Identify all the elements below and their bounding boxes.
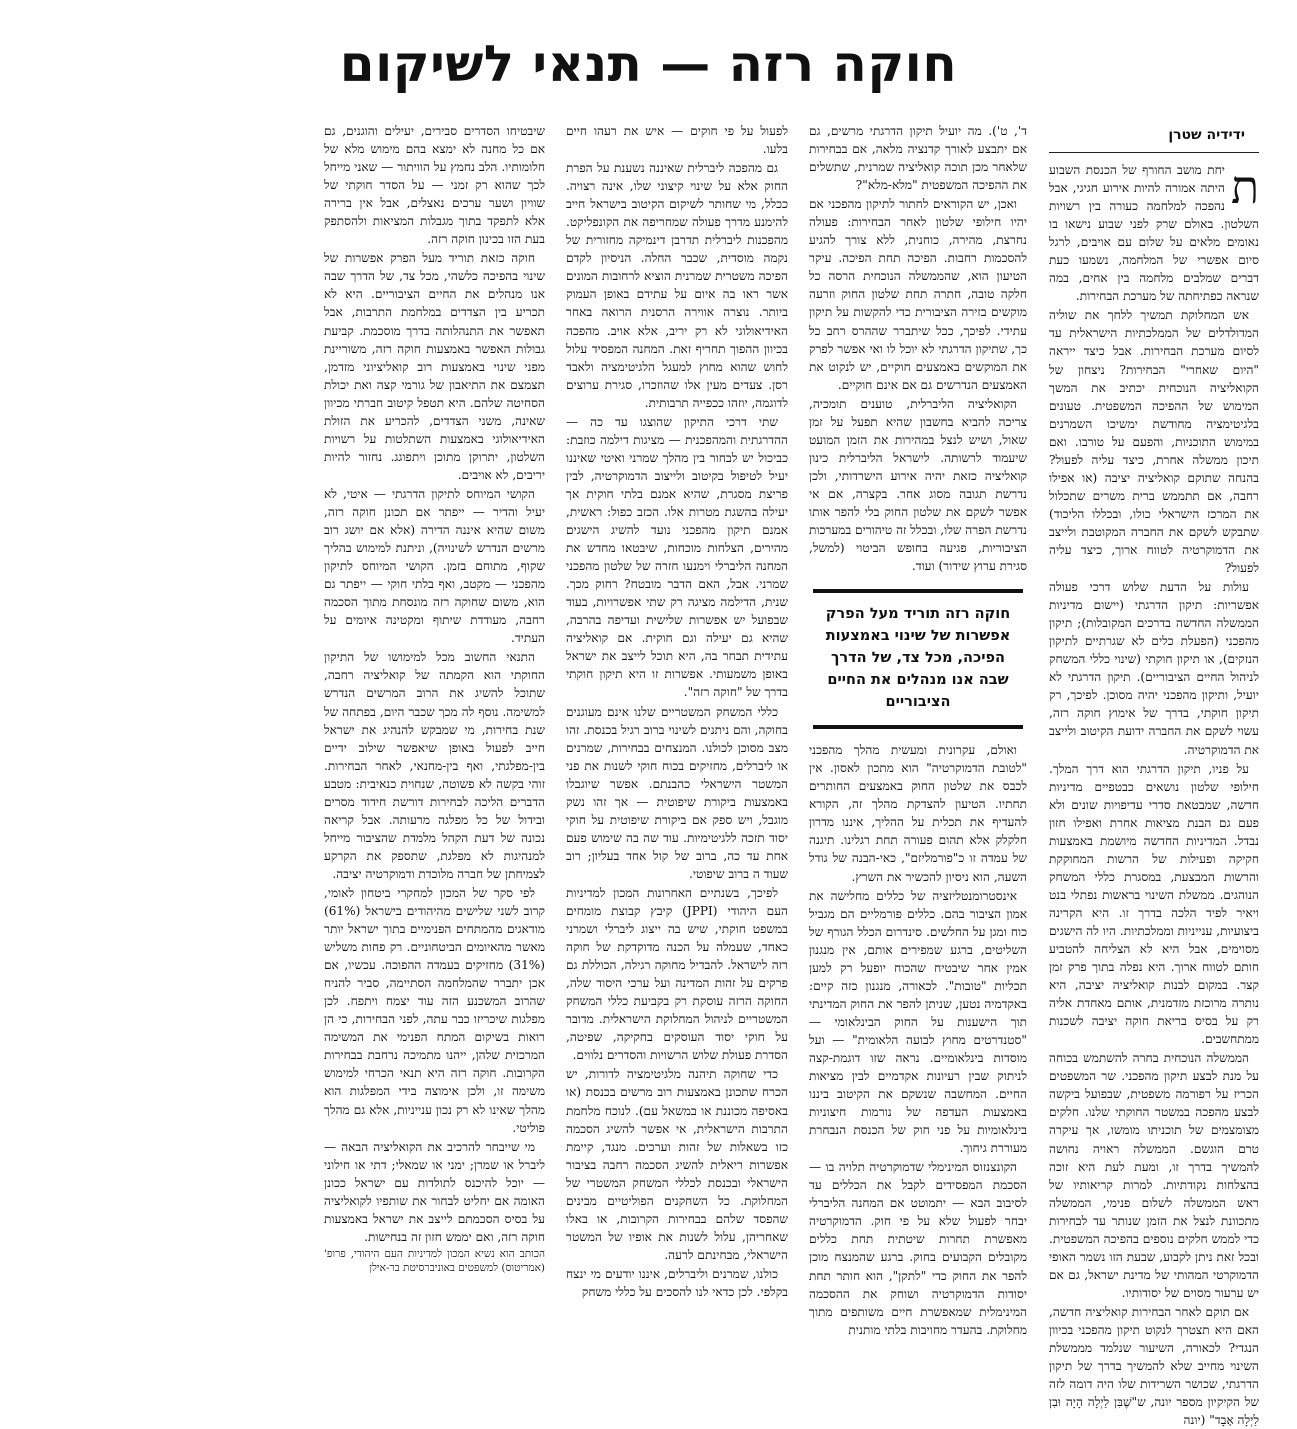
column-4 (324, 122, 545, 1328)
paragraph: גם מהפכה ליברלית שאיננה נשענת על הפרת החוק אלא על שינוי קיצוני שלו, אינה רצויה. ככלל, מי שחותר לשיקום הקיטוב בישראל חייב להימנע מדרך פעולה שמחריפה את הקונפליקט. מהפכנות ליברלית תדרבן דינמיקה מחזורית של נקמה מוסדית, שכבר החלה. הניסיון לקדם הפיכה משטרית שמרנית הוציא לרחובות המונים אשר ראו בה איום על עתידם באופן העמוק ביותר. נוצרה אווירה הרסנית הרואה באחר האידיאולוגי לא רק יריב, אלא אויב. מהפכה בכיוון ההפוך תחריף זאת. המחנה המפסיד עלול לחוש שהוא מחוץ למעגל הלגיטימציה ולאבד רסן. צעדים מעין אלו שהוזכרו, סגירת ערוצים לדוגמה, יוזהו ככפייה תרבותית. (566, 161, 788, 410)
paragraph: הקונצנזוס המינימלי שדמוקרטיה תלויה בו — הסכמת המפסידים לקבל את הכללים עד לסיבוב הבא — יתמוטט אם המחנה הליברלי יבחר לפעול שלא על פי חוק. הדמוקרטיה מאפשרת תחרות שיטתית תחת כללים מקובלים הקבועים בחוק. ברגע שהמנצח מוכן להפר את החוק כדי "לתקן", הוא חותר תחת יסודות הדמוקרטיה ושוחק את ההסכמה המינימלית שמאפשרת חיים משותפים מתוך מחלוקת. בהעדר מחויבות בלתי מותנית (809, 1160, 1027, 1337)
pull-quote: חוקה רזה תוריד מעל הפרק אפשרות של שינוי באמצעות הפיכה, מכל צד, של הדרך שבה אנו מנהלים את החיים הציבוריים (813, 589, 1023, 729)
paragraph: מי שייבחר להרכיב את הקואליציה הבאה — ליברל או שמרן; ימני או שמאלי; דתי או חילוני — יוכל להיכנס לתולדות עם ישראל ככונן האומה אם יחליט לבחור את שותפיו לקואליציה על בסיס הסכמתם לייצב את ישראל באמצעות חוקה רזה, ואם יממש חזון זה בנחישות. (324, 1139, 545, 1244)
paragraph: ואולם, עקרונית ומעשית מהלך מהפכני "לטובת הדמוקרטיה" הוא מתכון לאסון. אין לכבס את שלטון החוק באמצעים החותרים תחתיו. הטיעון להצדקת מהלך זה, הקורא להעדיף את תכלית על ההליך, איננו מדרון חלקלק אלא תהום פעורה תחת רגלינו. תיגנה של עמדה זו כ"פורמליזם", כאי-הבנה של גודל השעה, הוא ניסיון להכשיר את השרץ. (809, 743, 1027, 884)
paragraph: שיבטיחו הסדרים סבירים, יעילים והוגנים, גם אם כל מחנה לא ימצא בהם מימוש מלא של חלומותיו. הלב נחמץ על הוויתור — שאני מייחל לכך שהוא רק זמני — על הסדר חוקתי של שוויון ושער ערכים נאצלים, אבל אין ברירה אלא לתפקד בתוך מגבלות המציאות ולהסתפק בעת הזו בכינון חוקה רזה. (324, 124, 545, 247)
paragraph: יחת מושב החורף של הכנסת השבוע היתה אמורה להיות אירוע חגיגי, אבל נהפכה למלחמה כעורה בין רשויות השלטון. באולם שרק לפני שבוע נישאו בו נאומים מלאים על שלום עם אויבים, לרגל סיום אפשרי של המלחמה, נשמעו כעת דברים שמלבים מלחמה בין אחים, במה שנראה כפתיחתה של מערכת הבחירות. (1049, 163, 1259, 304)
paragraph: אש המחלוקת תמשיך ללחך את שוליה המדולדלים של הממלכתיות הישראלית עד לסיום מערכת הבחירות. אבל כיצד ייראה "היום שאחרי" הבחירות? ניצחון של הקואליציה הנוכחית יכתיב את המשך המימוש של ההפיכה המשפטית. טעונים בלגיטימציה מחודשת ימשיכו השמרנים במימוש התוכניות, והפעם על טורבו. ואם תיכון ממשלה אחרת, כיצד עליה לפעול? בהנחה שתוקם קואליציה יציבה (או אפילו רחבה, אם תתממש ברית משרים שתכלול את המרכז הישראלי כולו, ובכללו הליכוד) שתבקש לשקם את החברה המקוטבת ולייצב את הדמוקרטיה לטווח ארוך, כיצד עליה לפעול? (1049, 308, 1259, 576)
paragraph: הקואליציה הליברלית, טוענים תומכיה, צריכה להביא בחשבון שהיא תפעל על זמן שאול, ושיש לנצל במהירות את הזמן המועט שיעמוד לרשותה. לישראל הליברלית כינון קואליציה כזאת יהיה אירוע הישרדותי, ולכן נדרשת תגובה מסוג אחר. בקצרה, אם אי אפשר לשקם את שלטון החוק בלי להפר אותו נדרשת הפרה שלו, ובכלל זה טיהורים במערכות הציבוריות, פגיעה בחופש הביטוי (למשל, סגירת ערוץ שידור) ועוד. (809, 396, 1027, 574)
paragraph: אינסטרומנטליזציה של כללים מחלישה את אמון הציבור בהם. כללים פורמליים הם מגביל כוח ומגן על החלשים. סינדרום הכלל הגורף של השליטים, ברגע שמפירים אותם, אין מנגנון אמין אחר שיבטיח שהכוח יופעל רק למען תכליות "טובות". לכאורה, מנגנון כזה קיים: באקדמיה נטען, שניתן להפר את החוק המדינתי תוך הישענות על החוק הבינלאומי — "סטנדרטים מחוץ לבועה הלאומית" — ועל מוסדות בינלאומיים. נראה שזו דוגמת-קצה לניתוק שבין רעיונות אקדמיים לבין מציאות החיים. המחשבה שנשקם את הקיטוב ביננו באמצעות העדפה של נורמות חיצוניות בינלאומיות על פני חוק של הכנסת הנבחרת מעוררת גיחוך. (809, 888, 1027, 1156)
paragraph: לפי סקר של המכון למחקרי ביטחון לאומי, קרוב לשני שלישים מהיהודים בישראל (61%) מודאגים מהמתחים הפנימיים בתוך ישראל יותר מאשר מהאיומים הביטחוניים. רק פחות משליש (31%) מחזיקים בעמדה ההפוכה. עכשיו, אם אכן יתברר שהמלחמה הסתיימה, סביר להניח שהרוב המשכנע הזה עוד יצמח ויתפח. לכן מפלגות שיכריזו כבר עתה, לפני הבחירות, כי הן רואות בשיקום המתח הפנימי את המשימה המרכזית שלהן, ייהנו מתמיכה נרחבת בבחירות הקרובות. חוקה רזה היא תנאי הכרחי למימוש משימה זו, ולכן אימוצה בידי המפלגות הוא מהלך שאינו לא רק נכון ענייניות, אלא גם מהלך פוליטי. (324, 885, 545, 1135)
paragraph: על פניו, תיקון הדרגתי הוא דרך המלך. חילופי שלטון נושאים כבטפיים מדיניות חדשה, שמבטאת סדרי עדיפויות שונים ולא פעם גם הבנת מציאות אחרת ואפילו חזון נבדל. המדיניות החדשה מיושמת באמצעות חקיקה ופעילות של הרשות המחוקקת והרשות המבצעת, במסגרת כללי המשחק הנוהגים. ממשלת השינוי בראשות נפתלי בנט ויאיר לפיד הלכה בדרך זו. היא הקרינה ביצועיות, ענייניות וממלכתיות. היו לה הישגים מסוימים, אבל היא לא הצליחה להטביע חותם לטווח ארוך. היא נפלה בתוך פרק זמן קצר. במקום לבנות קואליציה יציבה, היא נותרה מרוכזת מזדמנית, אותם מאחדת אליה רק על בסיס בריאת חוקה יציבה לשכנות ממתחשבים. (1049, 761, 1259, 1047)
paragraph: כולנו, שמרנים וליברלים, איננו יודעים מי ינצח בקלפי. לכן כדאי לנו להסכים על כללי משחק (566, 1266, 788, 1299)
headline: חוקה רזה — תנאי לשיקום (339, 35, 958, 93)
paragraph: הקושי המיוחס לתיקון הדרגתי — איטי, לא יעיל והדיר — ייפתר אם תכונן חוקה רזה, משום שהיא איננה הדירה (אלא אם יושג רוב מרשים הנדרש לשינויה), וניתנת למימוש בהליך שקוף, מתוחם בזמן. הקושי המיוחס לתיקון מהפכני — מקטב, ואף בלתי חוקי — ייפתר גם הוא, משום שחוקה רזה מונסחת מתוך הסכמה רחבה, מעודדת שיתוף ומקטינה איומים על העתיד. (324, 486, 545, 646)
paragraph: הממשלה הנוכחית בחרה להשתמש בכוחה על מנת לבצע תיקון מהפכני. שר המשפטים הכריז על רפורמה משפטית, שבפועל ביקשה לבצע מהפכה במשטר החוקתי שלנו. חלקים מצומצמים של תוכניתו מומשו, אך עיקרה טרם הוגשם. הממשלה ראויה נחושה להמשיך בדרך זו, ומעת לעת היא זוכה בהצלחות נקודתיות. למרות קריאותיו של ראש הממשלה לשלום פנימי, הממשלה מתכוונת לנצל את הזמן שנותר עד לבחירות כדי לממש חלקים נוספים בהפיכה המשפטית. ובכל זאת ניתן לקבוע, שבעת הזו נשמר האופי הדמוקרטי המהותי של מדינת ישראל, גם אם יש ערעור מסוים של יסודותיו. (1049, 1051, 1259, 1300)
paragraph: כדי שחוקה תיהנה מלגיטימציה לדורות, יש הכרח שתכונן באמצעות רוב מרשים בכנסת (או באסיפה מכוננת או במשאל עם). לנוכח מלחמת התרבות הישראלית, אי אפשר להשיג הסכמה כזו בשאלות של זהות וערכים. מנגד, קיימת אפשרות ריאלית להשיג הסכמה רחבה בציבור הישראלי ובכנסת לכללי המשחק המשטרי של המחלוקת. כל השחקנים הפוליטיים מבינים שהפסד שלהם בבחירות הקרובות, או באלו שאחריהן, עלול לשנות את אופיו של המשטר הישראלי, מבחינתם לרעה. (566, 1067, 788, 1262)
paragraph: אם תוקם לאחר הבחירות קואליציה חדשה, האם היא תצטרך לנקוט תיקון מהפכני בכיוון הנגדי? לכאורה, השיעור שנלמד מממשלת השינוי מחייב שלא להמשיך בדרך של תיקון הדרגתי, שכושר השרידות שלו היה דומה לזה של הקיקיון מספר יונה, ש"שֶׁבִּן לַיְלָה הָיָה וּבִן לַיְלָה אָבָד" (יונה (1049, 1304, 1259, 1428)
byline: ידידיה שטרן (1049, 122, 1259, 153)
paragraph: התנאי החשוב מכל למימושו של התיקון החוקתי הוא הקמתה של קואליציה רחבה, שתוכל להשיג את הרוב המרשים הנדרש למשימה. נוסף לה מכך שכבר היום, בפתחה של שנת בחירות, מי שמבקש להנהיג את ישראל חייב לפעול באופן שיאפשר שילוב ידיים בין-מפלגתי, ואף בין-מחנאי, לאחר הבחירות. זוהי בקשה לא פשוטה, שנחוית כנאיבית: מטבע הדברים הליכה לבחירות דורשת חידוד מסרים ובידול של כל מפלגה מרעותה. אבל קריאה נכונה של דעת הקהל מלמדת שהציבור מייחל למנהיגות לא מפלגת, שתספק את הקרקע לצמיחתן של חברה מלוכדת ודמוקרטיה יציבה. (324, 650, 545, 881)
paragraph: עולות על הדעת שלוש דרכי פעולה אפשריות: תיקון הדרגתי (יישום מדיניות הממשלה החדשה בדרכים המקובלות); תיקון מהפכני (הפעלת כלים לא שגרתיים לתיקון הנזקים), או תיקון חוקתי (שינוי כללי המשחק לניהול החיים הציבוריים). תיקון הדרגתי לא יועיל, ותיקון מהפכני יהיה מסוכן. לפיכך, רק תיקון חוקתי, בדרך של אימוץ חוקה רזה, עשוי לשקם את החברה ידועת הקיטוב ולייצב את הדמוקרטיה. (1049, 580, 1259, 757)
column-1 (1049, 122, 1259, 1428)
paragraph: לפיכך, בשנתיים האחרונות המכון למדיניות העם היהודי (JPPI) קיבץ קבוצת מומחים במשפט חוקתי, שיש בה ייצוג ליברלי ושמרני כאחד, שעמלה על הכנה מדוקדקת של חוקה רזה לישראל. להבדיל מחוקה רגילה, הכוללת גם פרקים על זהות המדינה ועל ערכי היסוד שלה, החוקה הרזה עוסקת רק בקביעת כללי המשחק המשטריים לניהול המחלוקת הישראלית. מדובר על חוקי יסוד העוסקים בחקיקה, שפיטה, הסדרת פעולת שלוש הרשויות והסדרים נלווים. (566, 885, 789, 1063)
paragraph: לפעול על פי חוקים — איש את רעהו חיים בלעו. (566, 124, 788, 157)
column-3 (566, 122, 788, 1328)
paragraph: ד', ט'). מה יועיל תיקון הדרגתי מרשים, גם אם יתבצע לאורך קדנציה מלאה, אם בבחירות שלאחר מכן תוכה קואליציה שמרנית, שתשלים את ההפיכה המשפטית "מלא-מלא"? (809, 124, 1027, 193)
paragraph: שתי דרכי התיקון שהוצגו עד כה — ההדרגתית והמהפכנית — מציגות דילמה כוזבת: כביכול יש לבחור בין מהלך שמרני ואיטי שאיננו יעיל לטיפול בקיטוב ולייצוב הדמוקרטיה, לבין פריצת מסגרת, שהיא אמנם בלתי חוקית אך יעילה בהשגת מטרות אלו. הכזב כפול: ראשית, אמנם תיקון מהפכני נועד להשיג הישגים מהירים, הצלחות מוכחות, שיבטאו מחדש את המחנה הליברלי וימנעו חזרה של שלטון מהפכני שמרני. אבל, האם הדבר מובטח? רחוק מכך. שנית, הדילמה מציגה רק שתי אפשרויות, בעוד שבפועל יש אפשרות שלישית ועדיפה בהרבה, שהיא גם יעילה וגם חוקית. אם קואליציה עתידית תבחר בה, היא תוכל לייצב את ישראל באופן משמעותי. אפשרות זו היא תיקון חוקתי בדרך של "חוקה רזה". (566, 414, 788, 700)
author-credit: הכותב הוא נשיא המכון למדיניות העם היהודי, פרופ' (אמריטוס) למשפטים באוניברסיטת בר-אילן (324, 1247, 545, 1274)
paragraph: חוקה כזאת תוריד מעל הפרק אפשרות של שינוי בהפיכה כלשהי, מכל צד, של הדרך שבה אנו מנהלים את החיים הציבוריים. היא לא תכריע בין הצדדים במלחמת התרבות, אבל תאפשר את התנהלותה בדרך מוסכמת. קביעת גבולות האפשר באמצעות חוקה רזה, משוריינת מפני שינוי באמצעות רוב קואליציוני מזדמן, תצמצם את התיאבון של גורמי קצה ואת יכולת הסחיטה שלהם. היא תטפל קיטוב חברתי מכיוון שאינה, משני הצדדים, להכריע את הזולת האידיאולוגי באמצעות השתלטות על רשויות השלטון, יתרוקן מתוכן ויתפוגג. נחזור להיות יריבים, לא אויבים. (324, 251, 545, 482)
paragraph: ואכן, יש הקוראים לחתור לתיקון מהפכני אם יהיו חילופי שלטון לאחר הבחירות: פעולה נחרצת, מהירה, כוחנית, ללא צורך להגיע להסכמות רחבות. הפיכה תחת הפיכה. עיקר הטיעון הוא, שהממשלה הנוכחית הרסה כל חלקה טובה, חתרה תחת שלטון החוק וזרעה מוקשים בזירה הציבורית כדי להקשות על תיקון עתידי. לפיכך, ככל שיתברר שההרס רחב כל כך, שתיקון הדרגתי לא יוכל לו ואי אפשר לפרק את המוקשים באמצעים חוקיים, יש לנקוט את האמצעים הנדרשים גם אם אינם חוקיים. (809, 197, 1027, 392)
paragraph: כללי המשחק המשטריים שלנו אינם מעוגנים בחוקה, והם ניתנים לשינוי ברוב רגיל בכנסת. זהו מצב מסוכן לכולנו. המנצחים בבחירות, שמרנים או ליברלים, מחזיקים בכוח חוקי לשנות את פני המשטר הישראלי כהבנתם. אפשר שיוגבלו באמצעות ביקורת שיפוטית — אך זהו נשק מוגבל, ויש ספק אם ביקורת שיפוטית על חוקי יסוד תזכה ללגיטימיות. עוד שה בה שימוש פעם אחת עד כה, ברוב של קול אחד בעליון; רוב שעוד ה ברוב שיפוטי. (566, 704, 788, 881)
column-2 (809, 122, 1027, 1337)
drop-cap: ת (1230, 160, 1259, 214)
